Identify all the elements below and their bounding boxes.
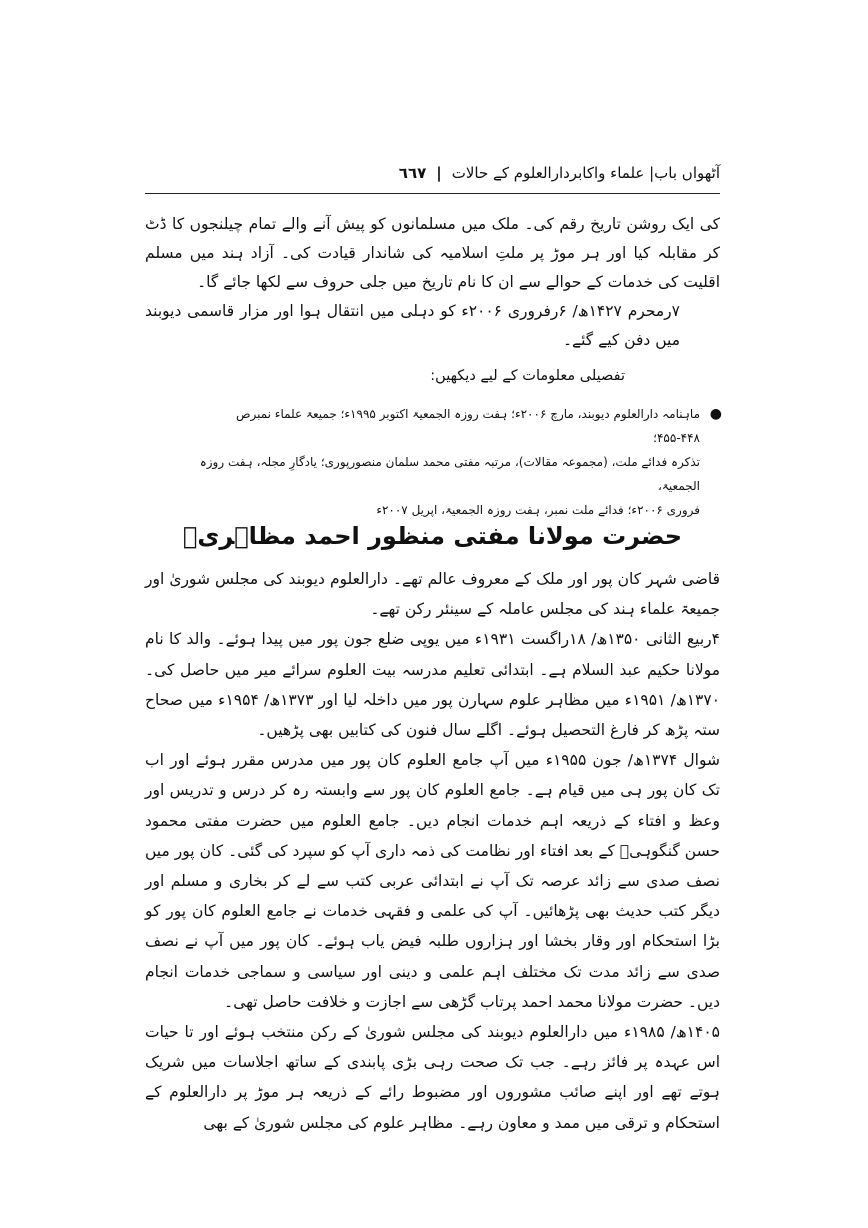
intro-paragraph: کی ایک روشن تاریخ رقم کی۔ ملک میں مسلمانوں کو پیش آنے والے تمام چیلنجوں کا ڈٹ کر مقابلہ کیا اور ہر موڑ پر ملتِ اسلامیہ کی شاندار قیادت کی۔ آزاد ہند میں مسلم اقلیت کی خدمات کے حوالے سے ان کا نام تاریخ میں جلی حروف سے لکھا جائے گا۔ (145, 215, 720, 291)
bio-paragraph: شوال ۱۳۷۴ھ/ جون ۱۹۵۵ء میں آپ جامع العلوم کان پور میں مدرس مقرر ہوئے اور اب تک کان پور ہی میں قیام ہے۔ جامع العلوم کان پور سے وابستہ رہ کر درس و تدریس اور وعظ و افتاء کے ذریعہ اہم خدمات انجام دیں۔ جامع العلوم میں حضرت مفتی محمود حسن گنگوہیؒ کے بعد افتاء اور نظامت کی ذمہ داری آپ کو سپرد کی گئی۔ کان پور میں نصف صدی سے زائد عرصہ تک آپ نے ابتدائی عربی کتب سے لے کر بخاری و مسلم اور دیگر کتب حدیث بھی پڑھائیں۔ آپ کی علمی و فقہی خدمات نے جامع العلوم کان پور کو بڑا استحکام اور وقار بخشا اور ہزاروں طلبہ فیض یاب ہوئے۔ کان پور میں آپ نے نصف صدی سے زائد مدت تک مختلف اہم علمی و دینی اور سیاسی و سماجی خدمات انجام دیں۔ حضرت مولانا محمد احمد پرتاب گڑھی سے اجازت و خلافت حاصل تھی۔ (145, 751, 720, 1011)
bio-paragraph: قاضی شہر کان پور اور ملک کے معروف عالم تھے۔ دارالعلوم دیوبند کی مجلس شوریٰ اور جمیعۃ علماء ہند کی مجلس عاملہ کے سینئر رکن تھے۔ (145, 570, 720, 619)
bio-paragraph: ۴ربیع الثانی ۱۳۵۰ھ/ ۱۸راگست ۱۹۳۱ء میں یوپی ضلع جون پور میں پیدا ہوئے۔ والد کا نام مولانا حکیم عبد السلام ہے۔ ابتدائی تعلیم مدرسہ بیت العلوم سرائے میر میں حاصل کی۔ ۱۳۷۰ھ/ ۱۹۵۱ء میں مظاہر علوم سہارن پور میں داخلہ لیا اور ۱۳۷۳ھ/ ۱۹۵۴ء میں صحاح ستہ پڑھ کر فارغ التحصیل ہوئے۔ اگلے سال فنون کی کتابیں بھی پڑھیں۔ (145, 630, 720, 740)
intro-text (145, 210, 720, 355)
death-date-line: ۷رمحرم ۱۴۲۷ھ/ ۶رفروری ۲۰۰۶ء کو دہلی میں انتقال ہوا اور مزار قاسمی دیوبند میں دفن کیے گئے۔ (145, 302, 680, 349)
reference-line: فروری ۲۰۰۶ء؛ فدائے ملت نمبر، ہفت روزہ الجمعیۃ، اپریل ۲۰۰۷ء (376, 503, 700, 517)
bullet-icon: ● (709, 406, 722, 422)
reference-line: تذکرہ فدائے ملت، (مجموعہ مقالات)، مرتبہ مفتی محمد سلمان منصورپوری؛ یادگارِ مجلہ، ہفت روزہ الجمعیۃ، (199, 455, 700, 493)
header-separator: | (436, 164, 442, 182)
header-rule (145, 193, 720, 194)
biography-text (145, 564, 720, 1138)
references-list (190, 402, 722, 522)
bio-paragraph: ۱۴۰۵ھ/ ۱۹۸۵ء میں دارالعلوم دیوبند کی مجلس شوریٰ کے رکن منتخب ہوئے اور تا حیات اس عہدہ پر فائز رہے۔ جب تک صحت رہی بڑی پابندی کے ساتھ اجلاسات میں شریک ہوتے تھے اور اپنے صائب مشوروں اور مضبوط رائے کے ذریعہ ہر موڑ پر دارالعلوم کے استحکام و ترقی میں ممد و معاون رہے۔ مظاہر علوم کی مجلس شوریٰ کے بھی (145, 1023, 720, 1132)
chapter-title: آٹھواں باب| علماء واکابردارالعلوم کے حالات (451, 164, 720, 182)
reference-line: ماہنامہ دارالعلوم دیوبند، مارچ ۲۰۰۶ء؛ ہفت روزہ الجمعیۃ اکتوبر ۱۹۹۵ء؛ جمیعۃ علماء نمبرص ۴۴۸-۴۵۵؛ (235, 407, 700, 445)
references-heading: تفصیلی معلومات کے لیے دیکھیں: (430, 368, 625, 384)
section-heading: حضرت مولانا مفتی منظور احمد مظاہریؒ (182, 522, 683, 550)
running-header (145, 158, 720, 188)
page-number: ٦٦٧ (398, 164, 427, 182)
